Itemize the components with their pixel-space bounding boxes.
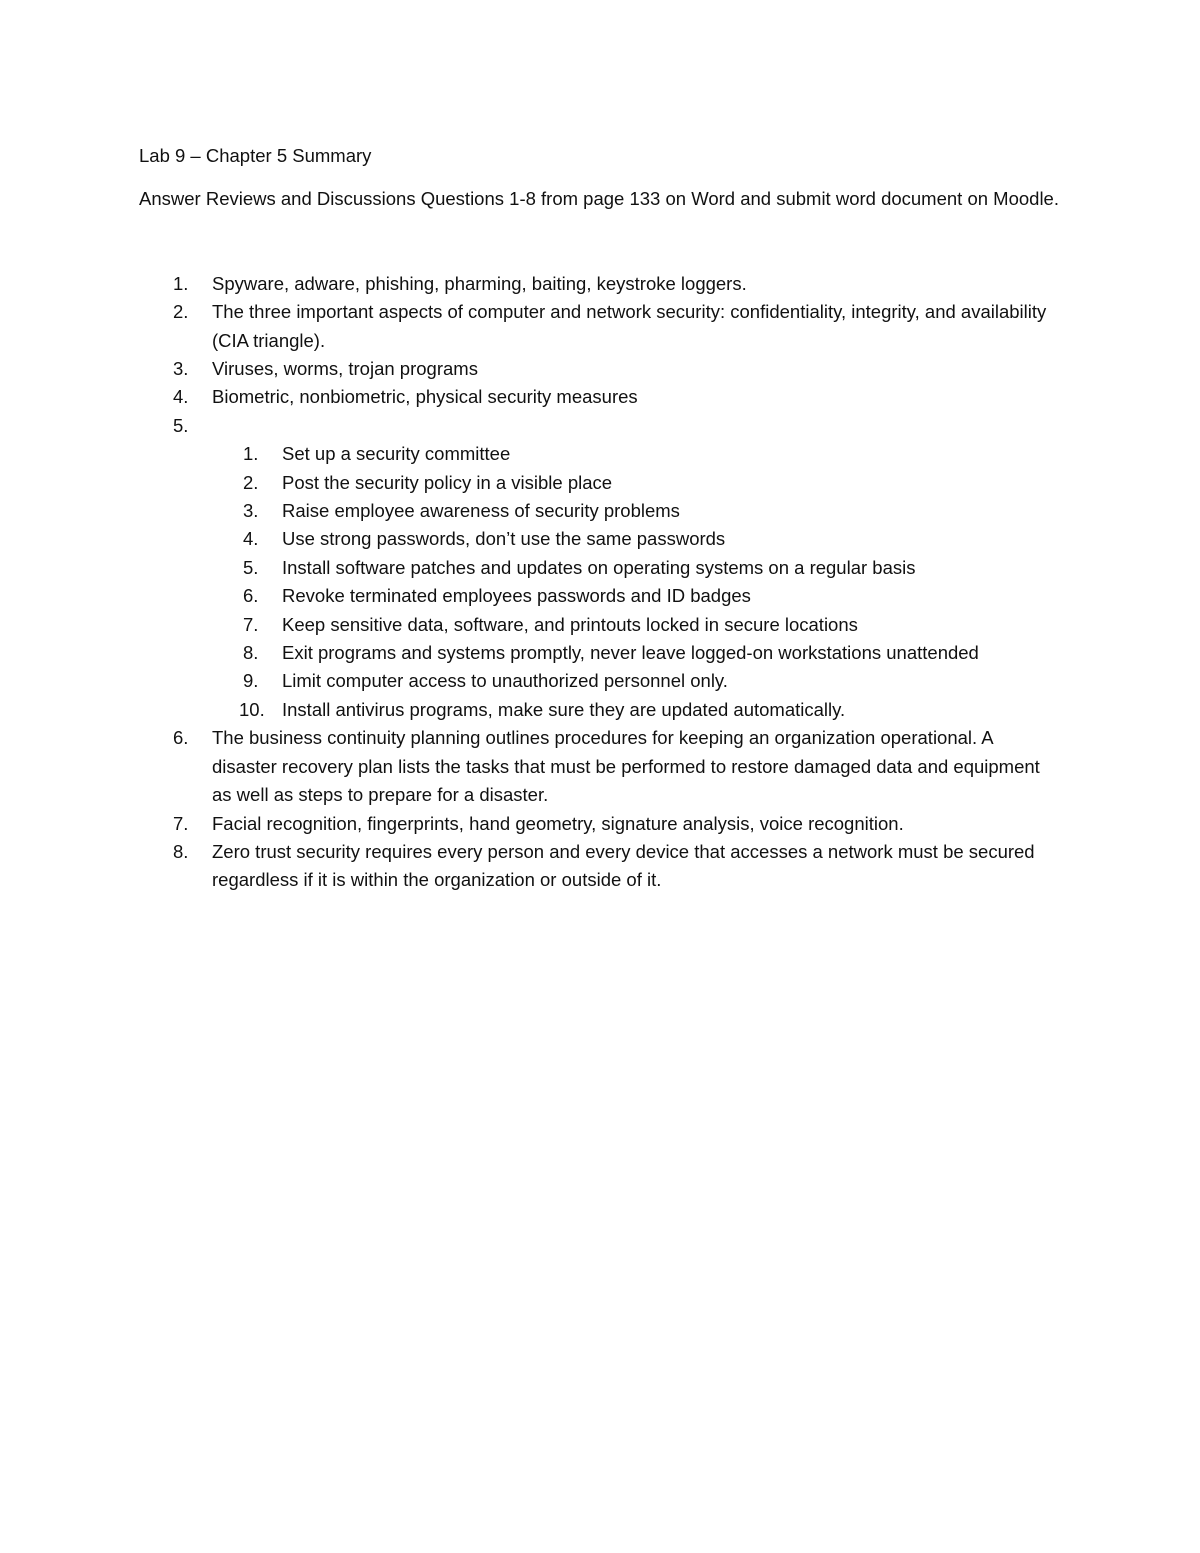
sub-answer-item (209, 582, 1059, 610)
sub-answer-number: 9. (243, 670, 259, 692)
sub-answer-text: Revoke terminated employees passwords and ID badges (282, 585, 751, 607)
sub-answer-item (209, 469, 1059, 497)
sub-answer-text: Post the security policy in a visible place (282, 471, 613, 493)
answer-number: 7. (173, 812, 189, 834)
sub-answer-number: 1. (243, 443, 259, 465)
answer-number: 4. (173, 386, 189, 408)
answer-item-8 (139, 838, 1059, 895)
answer-text: The three important aspects of computer and network security: confidentiality, integrity, and availability (CIA triangle). (212, 301, 1047, 351)
answer-number: 2. (173, 301, 189, 323)
answer-item-6 (139, 724, 1059, 809)
document-title: Lab 9 – Chapter 5 Summary (139, 145, 372, 166)
answer-item-5 (139, 412, 1059, 724)
sub-answer-text: Raise employee awareness of security problems (282, 500, 680, 522)
sub-answer-item (209, 639, 1059, 667)
answer-text: Zero trust security requires every person and every device that accesses a network must be secured regardless if it is within the organization or outside of it. (212, 840, 1035, 891)
sub-answer-item (209, 667, 1059, 695)
sub-answer-number: 2. (243, 471, 259, 493)
answer-item-7 (139, 810, 1059, 838)
answer-list (139, 270, 1059, 895)
answer-text: Facial recognition, fingerprints, hand geometry, signature analysis, voice recognition. (212, 812, 904, 834)
sub-answer-number: 7. (243, 613, 259, 635)
sub-answer-number: 5. (243, 556, 259, 578)
sub-answer-text: Limit computer access to unauthorized personnel only. (282, 670, 728, 692)
answer-item-3 (139, 355, 1059, 383)
answer-number: 8. (173, 840, 189, 862)
sub-answer-text: Install antivirus programs, make sure they are updated automatically. (282, 698, 846, 720)
sub-answer-text: Use strong passwords, don’t use the same passwords (282, 528, 726, 550)
answer-number: 6. (173, 727, 189, 749)
instructions-paragraph: Answer Reviews and Discussions Questions 1-8 from page 133 on Word and submit word document on Moodle. (139, 188, 1059, 210)
security-measures-sublist (209, 440, 1059, 724)
sub-answer-item (209, 554, 1059, 582)
sub-answer-number: 10. (239, 698, 265, 720)
answer-number: 5. (173, 414, 189, 436)
answer-item-4 (139, 383, 1059, 411)
sub-answer-item (209, 696, 1059, 724)
sub-answer-number: 6. (243, 585, 259, 607)
sub-answer-text: Exit programs and systems promptly, never leave logged-on workstations unattended (282, 642, 979, 664)
sub-answer-item (209, 440, 1059, 468)
sub-answer-text: Keep sensitive data, software, and printouts locked in secure locations (282, 613, 858, 635)
sub-answer-number: 3. (243, 500, 259, 522)
answer-text: Spyware, adware, phishing, pharming, baiting, keystroke loggers. (212, 272, 747, 294)
answer-text: Biometric, nonbiometric, physical security measures (212, 386, 638, 408)
answer-text: The business continuity planning outlines procedures for keeping an organization operational. A disaster recovery plan lists the tasks that must be performed to restore damaged data and equipment as well as steps to prepare for a disaster. (212, 727, 1040, 806)
sub-answer-item (209, 497, 1059, 525)
sub-answer-item (209, 611, 1059, 639)
answer-number: 3. (173, 358, 189, 380)
answer-item-1 (139, 270, 1059, 298)
sub-answer-item (209, 525, 1059, 553)
sub-answer-text: Install software patches and updates on operating systems on a regular basis (282, 556, 916, 578)
document-content (139, 142, 1059, 895)
sub-answer-text: Set up a security committee (282, 443, 511, 465)
answer-text (212, 415, 217, 436)
answer-number: 1. (173, 272, 189, 294)
answer-item-2 (139, 298, 1059, 355)
sub-answer-number: 8. (243, 642, 259, 664)
answer-text: Viruses, worms, trojan programs (212, 358, 478, 380)
sub-answer-number: 4. (243, 528, 259, 550)
